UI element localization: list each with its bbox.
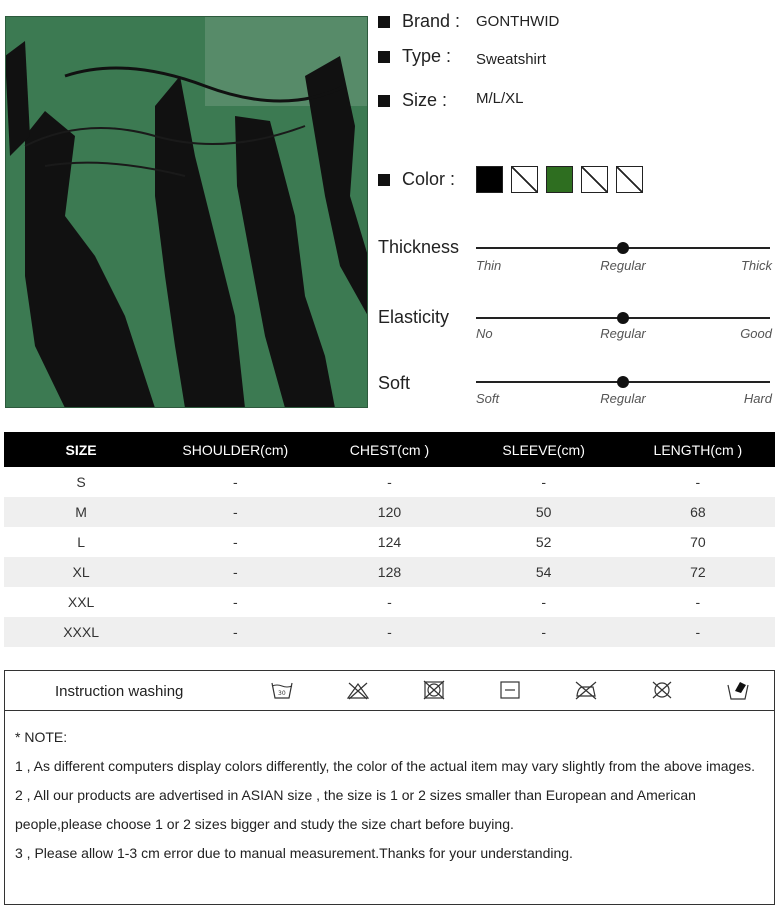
rating-tick-center: Regular <box>600 326 646 341</box>
note-heading: * NOTE: <box>15 729 68 745</box>
size-table-header <box>4 432 775 467</box>
rating-tick-left: Soft <box>476 391 500 406</box>
rating-tick-center: Regular <box>600 258 646 273</box>
table-cell: - <box>387 474 392 490</box>
color-swatch[interactable] <box>476 166 503 193</box>
rating-tick-right: Good <box>740 326 772 341</box>
bullet-icon <box>378 95 390 107</box>
table-cell: 128 <box>312 557 466 587</box>
washing-header <box>5 671 774 711</box>
table-cell: - <box>158 497 312 527</box>
table-cell: - <box>541 474 546 490</box>
bullet-icon <box>378 16 390 28</box>
table-cell: - <box>621 617 775 647</box>
rating-tick-left: No <box>476 326 493 341</box>
rating-tick-right: Hard <box>743 391 772 406</box>
rating-label: Elasticity <box>378 307 450 327</box>
table-row <box>4 587 775 617</box>
spec-color <box>378 169 488 190</box>
table-cell: - <box>158 617 312 647</box>
spec-type <box>378 46 547 68</box>
spec-size-value: M/L/XL <box>476 90 524 107</box>
rating-slider <box>476 247 770 249</box>
table-cell: - <box>312 617 466 647</box>
notes <box>5 711 774 868</box>
table-cell: 54 <box>467 557 621 587</box>
table-cell: L <box>77 534 85 550</box>
table-cell: - <box>158 557 312 587</box>
table-row <box>4 527 775 557</box>
bullet-icon <box>378 51 390 63</box>
size-table <box>4 432 775 647</box>
note-item: 3 , Please allow 1-3 cm error due to manual measurement.Thanks for your understanding. <box>15 845 573 861</box>
spec-type-label: Type : <box>402 46 452 66</box>
do-not-iron-icon <box>574 679 598 701</box>
svg-text:30: 30 <box>278 690 286 697</box>
rating-knob <box>617 376 629 388</box>
table-cell: - <box>467 617 621 647</box>
washing-instructions <box>4 670 775 905</box>
spec-type-value: Sweatshirt <box>476 51 547 68</box>
rating-label: Thickness <box>378 237 460 257</box>
table-cell: 68 <box>621 497 775 527</box>
header-shoulder: SHOULDER(cm) <box>158 432 312 467</box>
product-photo <box>5 16 368 408</box>
table-row <box>4 467 775 497</box>
washing-title: Instruction washing <box>55 683 184 700</box>
header-length: LENGTH(cm ) <box>621 432 775 467</box>
do-not-tumble-dry-icon <box>422 679 446 701</box>
rating-label: Soft <box>378 373 411 393</box>
rating-tick-left: Thin <box>476 258 502 273</box>
table-cell: 52 <box>535 534 552 550</box>
rating-slider <box>476 381 770 383</box>
do-not-dry-clean-icon <box>650 679 674 701</box>
rating-tick-right: Thick <box>740 258 772 273</box>
table-cell: 72 <box>621 557 775 587</box>
table-cell: - <box>387 594 392 610</box>
spec-size <box>378 90 524 111</box>
spec-size-label: Size : <box>402 90 448 110</box>
table-cell: XXXL <box>4 617 158 647</box>
table-row <box>4 557 775 587</box>
table-cell: 120 <box>312 497 466 527</box>
spec-brand <box>378 11 560 32</box>
dry-flat-icon <box>498 679 522 701</box>
table-row <box>4 497 775 527</box>
header-sleeve: SLEEVE(cm) <box>467 432 621 467</box>
color-swatches <box>476 166 643 193</box>
table-cell: 124 <box>377 534 402 550</box>
do-not-bleach-icon <box>346 679 370 701</box>
color-swatch[interactable] <box>616 166 643 193</box>
spec-color-label: Color : <box>402 169 456 189</box>
spec-brand-value: GONTHWID <box>476 13 560 30</box>
table-cell: M <box>4 497 158 527</box>
color-swatch[interactable] <box>581 166 608 193</box>
table-cell: - <box>695 474 701 490</box>
note-item: 2 , All our products are advertised in ASIAN size , the size is 1 or 2 sizes smaller than European and American people,please choose 1 or 2 sizes bigger and study the size chart before buying. <box>15 787 696 832</box>
table-cell: 50 <box>467 497 621 527</box>
hand-wash-30-icon <box>270 679 294 701</box>
rating-knob <box>617 242 629 254</box>
note-item: 1 , As different computers display colors differently, the color of the actual item may vary slightly from the above images. <box>15 758 756 774</box>
table-cell: - <box>232 594 238 610</box>
spec-brand-label: Brand : <box>402 11 461 31</box>
table-cell: - <box>541 594 546 610</box>
bullet-icon <box>378 174 390 186</box>
hand-wash-icon <box>726 679 750 701</box>
table-cell: 70 <box>690 534 706 550</box>
table-cell: - <box>232 534 238 550</box>
table-cell: - <box>232 474 238 490</box>
sweatshirt-image <box>5 16 368 408</box>
header-size: SIZE <box>4 432 158 467</box>
table-cell: XXL <box>67 594 95 610</box>
table-cell: XL <box>4 557 158 587</box>
color-swatch[interactable] <box>546 166 573 193</box>
header-chest: CHEST(cm ) <box>312 432 466 467</box>
table-cell: - <box>695 594 701 610</box>
table-cell: S <box>76 474 86 490</box>
color-swatch[interactable] <box>511 166 538 193</box>
rating-tick-center: Regular <box>600 391 646 406</box>
rating-knob <box>617 312 629 324</box>
table-row <box>4 617 775 647</box>
washing-icons <box>270 679 750 701</box>
rating-slider <box>476 317 770 319</box>
